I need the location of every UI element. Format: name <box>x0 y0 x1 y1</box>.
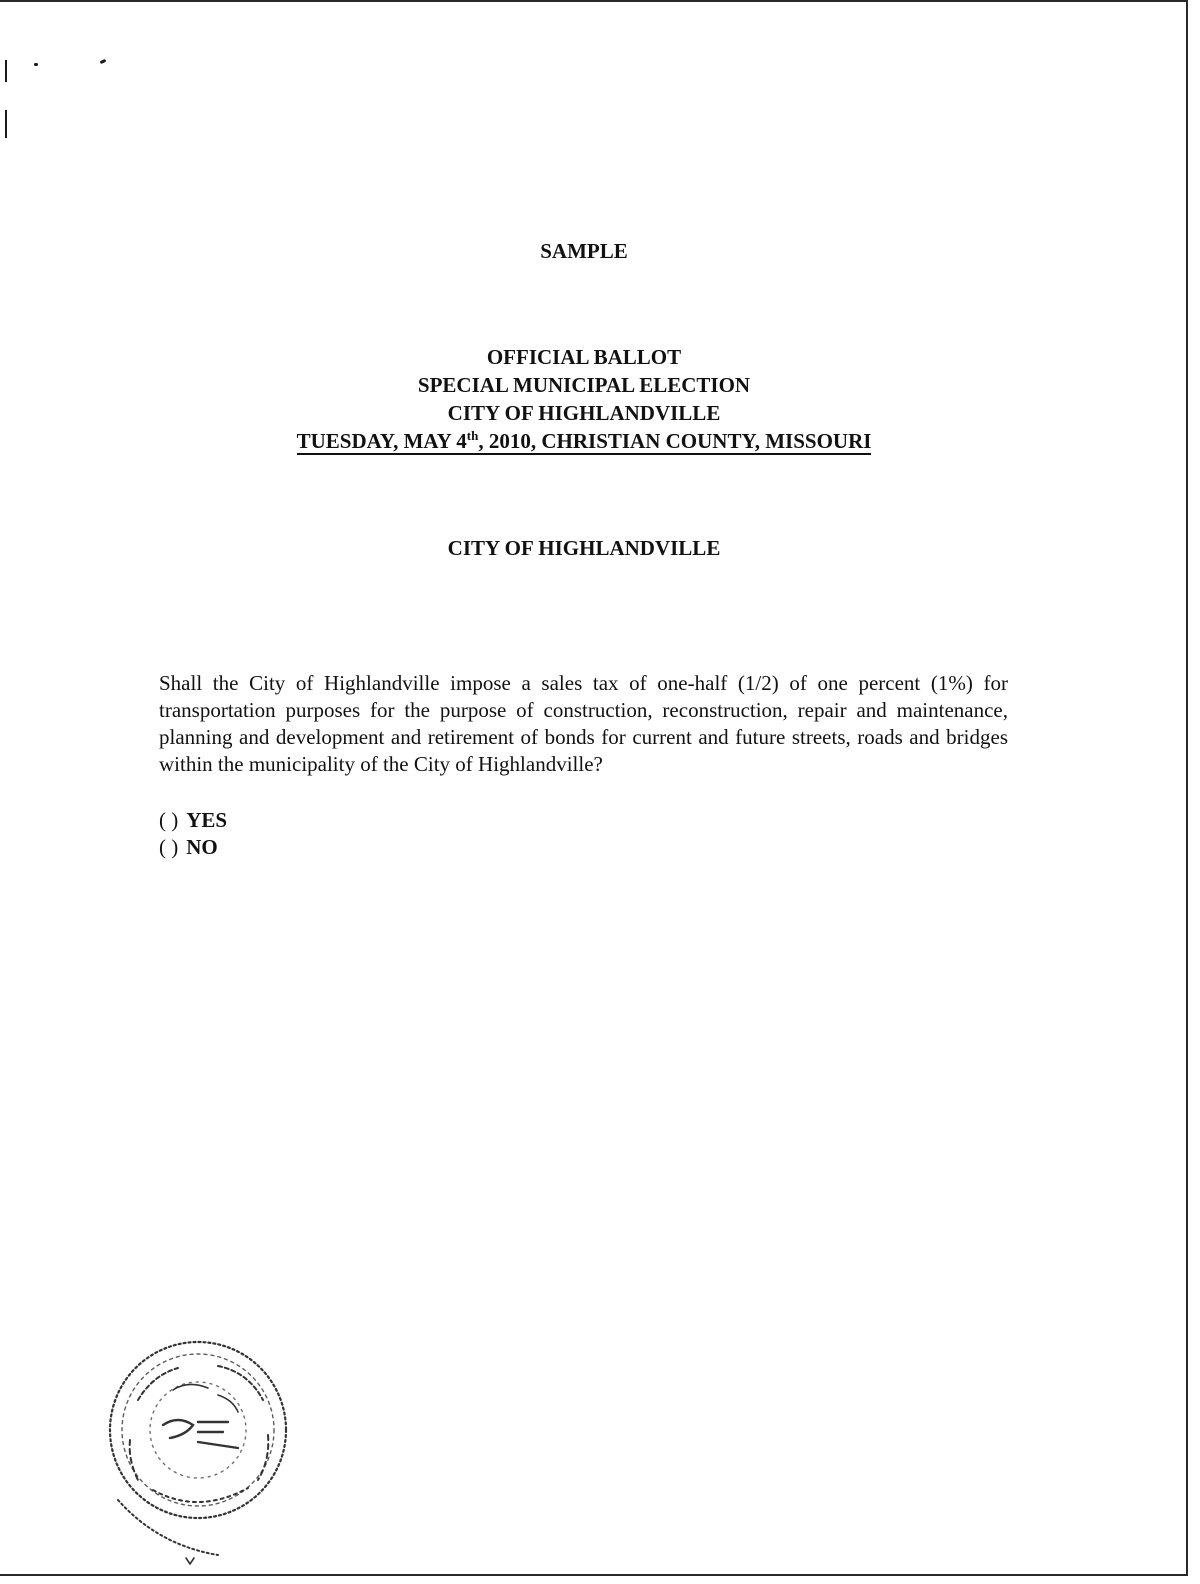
ballot-title: OFFICIAL BALLOT <box>486 345 682 369</box>
election-name: SPECIAL MUNICIPAL ELECTION <box>417 373 751 397</box>
scan-mark <box>5 110 7 138</box>
checkbox-marker[interactable]: ( ) <box>159 808 179 832</box>
city-line: CITY OF HIGHLANDVILLE <box>447 401 721 425</box>
city-seal-stamp <box>98 1330 308 1575</box>
option-label: YES <box>186 808 228 832</box>
scan-speck <box>34 63 38 66</box>
scan-mark <box>5 60 7 82</box>
checkbox-marker[interactable]: ( ) <box>159 835 179 859</box>
election-date-line: TUESDAY, MAY 4th, 2010, CHRISTIAN COUNTY, MISSOURI <box>296 428 872 453</box>
ballot-header <box>0 343 1168 455</box>
option-yes[interactable] <box>159 807 227 834</box>
option-label: NO <box>186 835 218 859</box>
section-heading: CITY OF HIGHLANDVILLE <box>447 536 721 560</box>
sample-label: SAMPLE <box>540 239 628 263</box>
option-no[interactable] <box>159 834 218 861</box>
ballot-question: Shall the City of Highlandville impose a sales tax of one-half (1/2) of one percent (1%) for transportation purposes for the purpose of construction, reconstruction, repair and maintenance, planning and development and retirement of bonds for current and future streets, roads and bridges within the municipality of the City of Highlandville? <box>159 671 1008 776</box>
